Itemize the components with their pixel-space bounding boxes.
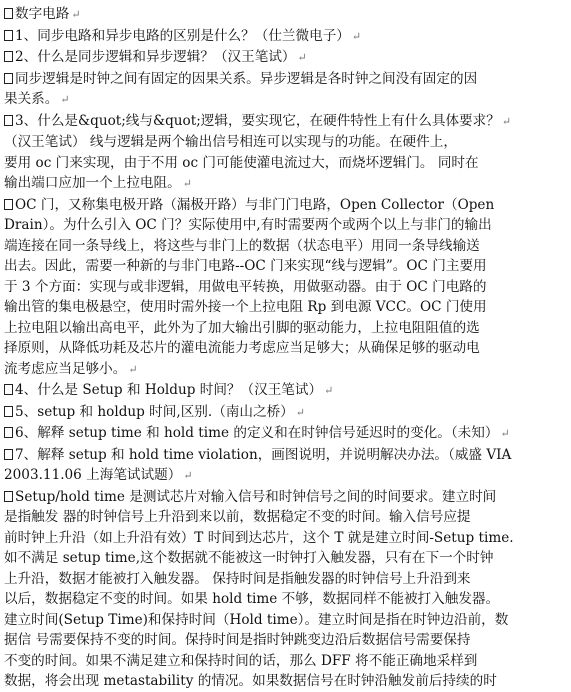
text-content: 如不满足 setup time,这个数据就不能被这一时钟打入触发器，只有在下一个时钟: [4, 550, 494, 566]
text-content: 上升沿，数据才能被打入触发器。 保持时间是指触发器的时钟信号上升沿到来: [4, 570, 471, 587]
return-mark-icon: ↵: [71, 8, 81, 21]
document-body: [4, 4, 569, 692]
text-line: [4, 47, 569, 69]
text-line: [4, 651, 569, 672]
text-content: 是指触发 器的时钟信号上升沿到来以前，数据稳定不变的时间。输入信号应提: [4, 509, 471, 525]
text-line: [4, 338, 569, 359]
text-line: [4, 132, 569, 153]
text-content: 数字电路: [15, 6, 70, 22]
text-content: 输出端口应加一个上拉电阻。: [4, 175, 181, 191]
paragraph-marker-icon: [4, 449, 13, 460]
paragraph-marker-icon: [4, 199, 13, 210]
text-line: [4, 569, 569, 590]
text-line: [4, 195, 569, 216]
text-line: [4, 153, 569, 174]
text-content: 输出管的集电极悬空，使用时需外接一个上拉电阻 Rp 到电源 VCC。OC 门使用: [4, 299, 487, 315]
text-line: [4, 630, 569, 651]
text-line: [4, 236, 569, 257]
paragraph-marker-icon: [4, 8, 13, 19]
text-content: 择原则，从降低功耗及芯片的灌电流能力考虑应当足够大；从确保足够的驱动电: [4, 340, 480, 356]
text-line: [4, 4, 569, 26]
text-line: [4, 173, 569, 195]
return-mark-icon: ↵: [182, 177, 192, 190]
return-mark-icon: ↵: [324, 384, 334, 397]
text-line: [4, 423, 569, 445]
text-content: 于 3 个方面：实现与或非逻辑，用做电平转换，用做驱动器。由于 OC 门电路的: [4, 278, 487, 295]
text-content: 端连接在同一条导线上，将这些与非门上的数据（状态电平）用同一条导线输送: [4, 237, 480, 254]
text-content: 建立时间(Setup Time)和保持时间（Hold time）。建立时间是指在时钟边沿前，数: [4, 611, 509, 628]
text-content: 流考虑应当足够小。: [4, 360, 127, 377]
text-line: [4, 465, 569, 487]
text-line: [4, 528, 569, 549]
text-line: [4, 297, 569, 318]
text-content: 不变的时间。如果不满足建立和保持时间的话，那么 DFF 将不能正确地采样到: [4, 652, 478, 669]
text-line: [4, 487, 569, 508]
text-line: [4, 111, 569, 133]
text-line: [4, 69, 569, 90]
return-mark-icon: ↵: [295, 405, 305, 419]
text-content: 上拉电阻以输出高电平，此外为了加大输出引脚的驱动能力，上拉电阻阻值的选: [4, 319, 480, 336]
text-content: 5、setup 和 holdup 时间,区别.（南山之桥）: [15, 403, 294, 420]
text-content: 6、解释 setup time 和 hold time 的定义和在时钟信号延迟时的变化。（未知）: [15, 425, 499, 441]
text-content: 3、什么是&quot;线与&quot;逻辑，要实现它，在硬件特性上有什么具体要求？: [15, 112, 500, 129]
text-content: 4、什么是 Setup 和 Holdup 时间？（汉王笔试）: [15, 382, 323, 398]
text-content: 同步逻辑是时钟之间有固定的因果关系。异步逻辑是各时钟之间没有固定的因: [15, 70, 478, 87]
text-line: [4, 610, 569, 631]
text-line: [4, 548, 569, 569]
return-mark-icon: ↵: [60, 93, 70, 106]
text-content: 前时钟上升沿（如上升沿有效）T 时间到达芯片，这个 T 就是建立时间-Setup time.: [4, 529, 514, 546]
text-line: [4, 26, 569, 48]
text-line: [4, 507, 569, 528]
text-content: 果关系。: [4, 91, 59, 107]
paragraph-marker-icon: [4, 30, 13, 41]
text-line: [4, 256, 569, 277]
text-content: 据信 号需要保持不变的时间。保持时间是指时钟跳变边沿后数据信号需要保持: [4, 632, 471, 648]
text-line: [4, 402, 569, 424]
text-line: [4, 445, 569, 466]
return-mark-icon: ↵: [183, 469, 193, 482]
return-mark-icon: ↵: [128, 362, 138, 376]
text-line: [4, 380, 569, 402]
return-mark-icon: ↵: [351, 29, 362, 43]
return-mark-icon: ↵: [501, 114, 512, 128]
text-line: [4, 215, 569, 236]
paragraph-marker-icon: [4, 406, 13, 417]
text-content: 1、同步电路和异步电路的区别是什么？（仕兰微电子）: [15, 27, 350, 44]
paragraph-marker-icon: [4, 384, 13, 395]
text-line: [4, 589, 569, 610]
paragraph-marker-icon: [4, 73, 13, 84]
paragraph-marker-icon: [4, 115, 13, 126]
text-line: [4, 318, 569, 339]
text-content: 以后，数据稳定不变的时间。如果 hold time 不够，数据同样不能被打入触发器。: [4, 591, 500, 607]
text-content: 7、解释 setup 和 hold time violation，画图说明，并说明解决办法。（威盛 VIA: [15, 446, 512, 463]
paragraph-marker-icon: [4, 427, 13, 438]
text-content: 2003.11.06 上海笔试试题）: [4, 467, 182, 483]
text-content: 要用 oc 门来实现，由于不用 oc 门可能使灌电流过大，而烧坏逻辑门。 同时在: [4, 154, 479, 171]
paragraph-marker-icon: [4, 491, 13, 502]
text-content: （汉王笔试） 线与逻辑是两个输出信号相连可以实现与的功能。在硬件上，: [4, 134, 457, 150]
text-line: [4, 671, 569, 692]
text-content: 2、什么是同步逻辑和异步逻辑？（汉王笔试）: [15, 49, 296, 65]
text-content: OC 门，又称集电极开路（漏极开路）与非门门电路，Open Collector（Open: [15, 196, 495, 213]
text-line: [4, 277, 569, 298]
text-content: Setup/hold time 是测试芯片对输入信号和时钟信号之间的时间要求。建立时间: [15, 488, 497, 505]
text-line: [4, 359, 569, 381]
text-line: [4, 89, 569, 111]
return-mark-icon: ↵: [297, 51, 307, 64]
text-content: 出去。因此，需要一种新的与非门电路--OC 门来实现“线与逻辑”。OC 门主要用: [4, 258, 487, 274]
text-content: Drain）。为什么引入 OC 门？实际使用中,有时需要两个或两个以上与非门的输出: [4, 217, 492, 233]
text-content: 数据，将会出现 metastability 的情况。如果数据信号在时钟沿触发前后持续的时: [4, 673, 497, 689]
return-mark-icon: ↵: [500, 427, 510, 440]
paragraph-marker-icon: [4, 51, 13, 62]
